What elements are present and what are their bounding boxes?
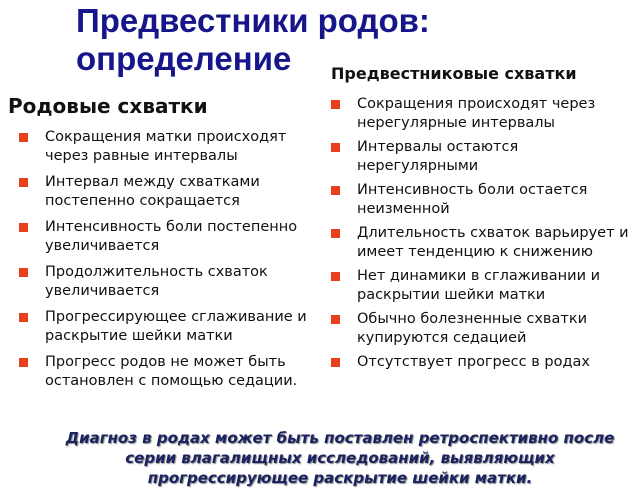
square-bullet-icon (331, 315, 340, 324)
diagnosis-note (40, 428, 631, 488)
square-bullet-icon (19, 223, 28, 232)
list-item-text: Продолжительность схваток увеличивается (45, 264, 268, 299)
note-line-1: Диагноз в родах может быть поставлен ретроспективно после (65, 429, 615, 447)
list-item-text: Нет динамики в сглаживании и раскрытии шейки матки (357, 268, 601, 303)
note-line-3: прогрессирующее раскрытие шейки матки. (147, 469, 533, 487)
list-item-text: Интервалы остаются нерегулярными (357, 139, 519, 174)
square-bullet-icon (331, 229, 340, 238)
list-item (331, 95, 631, 133)
square-bullet-icon (331, 100, 340, 109)
square-bullet-icon (19, 268, 28, 277)
title-line-1: Предвестники родов: (76, 2, 430, 39)
list-item (331, 267, 631, 305)
list-item-text: Прогрессирующее сглаживание и раскрытие шейки матки (45, 309, 307, 344)
list-item-text: Отсутствует прогресс в родах (357, 354, 590, 370)
list-item (19, 263, 319, 301)
false-contractions-heading: Предвестниковые схватки (331, 64, 577, 83)
list-item (19, 218, 319, 256)
title-line-2: определение (76, 40, 292, 77)
list-item (331, 224, 631, 262)
list-item-text: Сокращения матки происходят через равные интервалы (45, 129, 287, 164)
list-item (331, 138, 631, 176)
square-bullet-icon (19, 313, 28, 322)
false-contractions-list (331, 95, 631, 377)
list-item (19, 308, 319, 346)
list-item-text: Длительность схваток варьирует и имеет тенденцию к снижению (357, 225, 629, 260)
list-item (331, 310, 631, 348)
square-bullet-icon (19, 133, 28, 142)
square-bullet-icon (331, 186, 340, 195)
list-item-text: Сокращения происходят через нерегулярные интервалы (357, 96, 596, 131)
list-item (19, 353, 319, 391)
list-item (19, 128, 319, 166)
square-bullet-icon (19, 358, 28, 367)
list-item (19, 173, 319, 211)
labor-contractions-heading: Родовые схватки (8, 94, 208, 118)
list-item-text: Интервал между схватками постепенно сокращается (45, 174, 260, 209)
labor-contractions-list (19, 128, 319, 398)
list-item (331, 181, 631, 219)
square-bullet-icon (19, 178, 28, 187)
square-bullet-icon (331, 272, 340, 281)
square-bullet-icon (331, 143, 340, 152)
list-item-text: Интенсивность боли остается неизменной (357, 182, 588, 217)
list-item (331, 353, 631, 372)
list-item-text: Прогресс родов не может быть остановлен с помощью седации. (45, 354, 298, 389)
note-line-2: серии влагалищных исследований, выявляющих (125, 449, 555, 467)
list-item-text: Обычно болезненные схватки купируются седацией (357, 311, 587, 346)
square-bullet-icon (331, 358, 340, 367)
list-item-text: Интенсивность боли постепенно увеличивается (45, 219, 298, 254)
